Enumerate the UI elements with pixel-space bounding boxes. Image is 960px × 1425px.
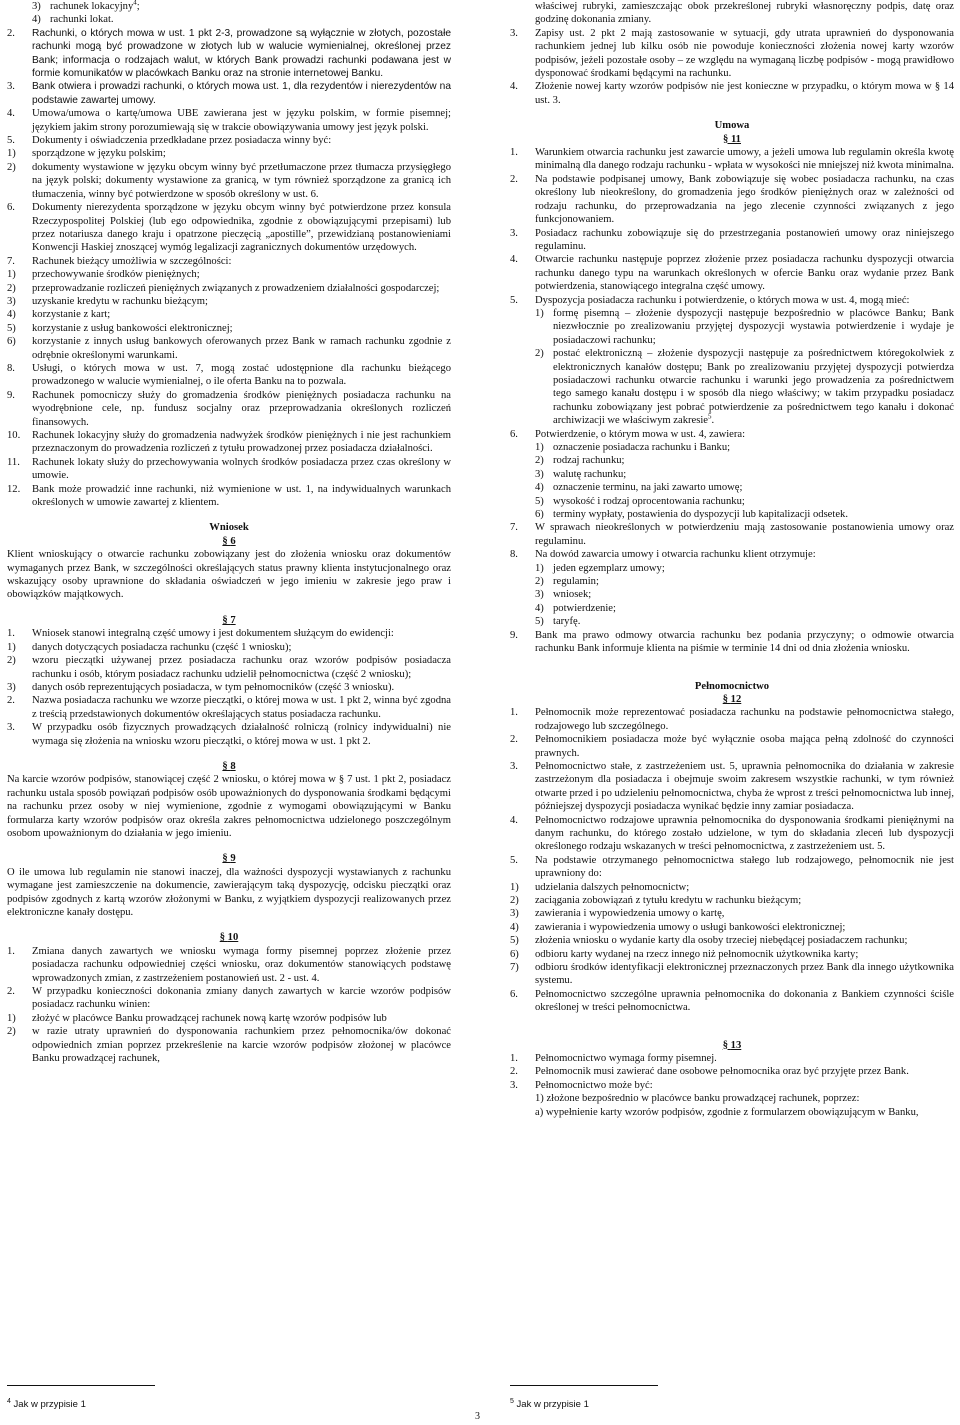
list-item-number: 1) <box>535 562 544 574</box>
list-item-text: Rachunek lokacyjny służy do gromadzenia nadwyżek środków pieniężnych i nie jest rachunkiem przeznaczonym do prowadzenia rozliczeń z tytułu prowadzonej przez posiadacza działalności. <box>32 430 451 455</box>
list-item <box>510 454 954 467</box>
list-item <box>7 201 451 255</box>
continued-text: właściwej rubryki, zamieszczając obok przekreślonej rubryki własnoręczny podpis, datę oraz godzinę dokonania zmiany. <box>535 1 954 26</box>
list-item-number: 3) <box>535 468 544 480</box>
list-item <box>7 13 451 26</box>
section-11-p9 <box>510 629 954 656</box>
section-7-rest <box>7 694 451 748</box>
list-item-text: Pełnomocnictwo szczególne uprawnia pełnomocnika do dokonania z Bankiem czynności ściśle określonej w treści pełnomocnictwa. <box>535 988 954 1014</box>
list-item-number: 6) <box>535 509 544 521</box>
list-item-text: Na podstawie podpisanej umowy, Bank zobowiązuje się wobec posiadacza rachunku, na czas określony lub nieokreślony, do gromadzenia jego środków pieniężnych oraz w zależności od rodzaju rachunku, do przeprowadzania na jego zlecenie czynności związanych z jego funkcjonowaniem. <box>535 173 954 226</box>
list-item <box>510 575 954 588</box>
list-item <box>7 282 451 295</box>
list-item <box>510 948 954 961</box>
list-item-number: 9. <box>7 389 15 401</box>
list-item <box>7 107 451 134</box>
section-number-10: § 10 <box>219 932 239 944</box>
section-number-13: § 13 <box>722 1039 742 1051</box>
list-item <box>7 721 451 748</box>
section-11-list <box>510 146 954 307</box>
paragraph-7-list <box>7 268 451 362</box>
list-item-number: 8. <box>510 549 518 561</box>
list-item-text: oznaczenie posiadacza rachunku i Banku; <box>553 442 731 453</box>
page-number: 3 <box>475 1411 480 1422</box>
list-item-number: 6. <box>510 988 518 1000</box>
list-item <box>7 483 451 510</box>
list-item-text: złożenia wniosku o wydanie karty dla osoby trzeciej niebędącej posiadaczem rachunku; <box>535 935 908 947</box>
list-item-number: 6. <box>510 428 518 440</box>
list-item-text: wniosek; <box>553 589 592 601</box>
list-item-number: 3. <box>7 722 15 734</box>
list-item-number: 8. <box>7 362 15 374</box>
list-item <box>7 945 451 985</box>
section-13-point-1: 1) złożone bezpośrednio w placówce banku prowadzącej rachunek, poprzez: <box>535 1093 860 1105</box>
left-column <box>7 0 451 1065</box>
list-item-text: Pełnomocnictwo wymaga formy pisemnej. <box>535 1053 717 1065</box>
list-item-text: w razie utraty uprawnień do dysponowania rachunkiem przez pełnomocnika/ów dokonać odpowiednich zmian poprzez przekreślenie na karcie wzorów podpisów złożonej w placówce Banku prowadzącej rachunek, <box>32 1026 451 1065</box>
list-item-number: 1) <box>510 881 519 893</box>
list-item-text: Zmiana danych zawartych we wniosku wymaga formy pisemnej poprzez złożenie przez posiadacza rachunku odpowiedniej części wniosku, oraz dokumentów stanowiących podstawę wprowadzonych zmian, z zastrzeżeniem postanowień ust. 2 - ust. 4. <box>32 945 451 984</box>
list-item-text: złożyć w placówce Banku prowadzącej rachunek nową kartę wzorów podpisów lub <box>32 1012 387 1024</box>
section-12-p5-list <box>510 881 954 988</box>
list-item-text: odbioru karty wydanej na rzecz innego niż pełnomocnik użytkownika karty; <box>535 948 859 960</box>
list-item-number: 1) <box>7 1012 16 1024</box>
list-item-text: walutę rachunku; <box>553 468 627 480</box>
section-number-6: § 6 <box>222 535 236 547</box>
list-item-number: 1. <box>510 147 518 159</box>
section-11-p8-list <box>510 562 954 629</box>
section-number-9: § 9 <box>222 853 236 865</box>
list-item-text: sporządzone w języku polskim; <box>32 148 166 160</box>
list-item-text: rachunek lokacyjny$^4$; <box>50 0 140 12</box>
list-item-text: terminy wypłaty, postawienia do dyspozycji lub kapitalizacji odsetek. <box>553 509 848 521</box>
list-item-text: Na podstawie otrzymanego pełnomocnictwa stałego lub rodzajowego, pełnomocnik nie jest uprawniony do: <box>535 854 954 880</box>
list-item-text: rachunki lokat. <box>50 14 114 26</box>
list-item <box>510 227 954 254</box>
list-item-number: 5) <box>510 935 519 947</box>
list-item-text: taryfę. <box>553 616 581 628</box>
list-item-number: 4) <box>7 309 16 321</box>
list-item-number: 3) <box>535 589 544 601</box>
footnote-reference: 5 <box>708 412 712 421</box>
list-item-text: W przypadku konieczności dokonania zmiany danych zawartych w karcie wzorów podpisów posiadacz rachunku winien: <box>32 986 451 1011</box>
list-item-number: 4. <box>510 254 518 266</box>
list-item <box>510 481 954 494</box>
list-item-text: korzystanie z usług bankowości elektronicznej; <box>32 322 233 334</box>
list-item <box>510 854 954 881</box>
list-item <box>7 134 451 147</box>
list-item-text: regulamin; <box>553 576 599 588</box>
list-item <box>7 335 451 362</box>
section-number-12: § 12 <box>722 693 742 705</box>
list-item-number: 5. <box>510 294 518 306</box>
list-item-number: 12. <box>7 483 21 495</box>
list-item-number: 1. <box>510 707 518 719</box>
list-item-number: 6. <box>7 202 15 214</box>
list-item <box>510 253 954 293</box>
list-item-number: 3) <box>7 295 16 307</box>
section-10-continued-list <box>510 27 954 107</box>
list-item-number: 2) <box>535 348 544 360</box>
list-item-text: Rachunek pomocniczy służy do gromadzenia środków pieniężnych posiadacza rachunku na wyodrębnione cele, np. fundusz socjalny oraz przeprowadzania określonych rozliczeń finansowych. <box>32 389 451 428</box>
list-item-text: oznaczenie terminu, na jaki zawarto umowę; <box>553 482 743 494</box>
list-item-text: Pełnomocnictwo stałe, z zastrzeżeniem ust. 5, uprawnia pełnomocnika do działania w zakresie zastrzeżonym dla posiadacza i obejmuje swoim zakresem wszystkie rachunki, w tym również otwarte przed i po udzieleniu pełnomocnictwa, chyba że wprost z treści pełnomocnictwa lub innej, późniejszej dyspozycji posiadacza wynikać będzie inny zamiar posiadacza. <box>535 760 954 813</box>
list-item-text: Pełnomocnik musi zawierać dane osobowe pełnomocnika oraz być przyjęte przez Bank. <box>535 1066 909 1078</box>
list-item <box>510 146 954 173</box>
list-item <box>7 255 451 268</box>
list-item-text: Warunkiem otwarcia rachunku jest zawarcie umowy, a jeżeli umowa lub regulamin określa kwotę minimalną dla danego rodzaju rachunku - wpłata w wysokości nie mniejszej niż kwota minimalna. <box>535 147 954 172</box>
list-item-number: 4. <box>7 108 15 120</box>
list-item-number: 2) <box>7 161 16 173</box>
section-number-7: § 7 <box>222 614 236 626</box>
section-title-pelnomocnictwo: Pełnomocnictwo <box>694 680 770 692</box>
list-item-number: 5) <box>7 322 16 334</box>
list-item <box>7 161 451 201</box>
list-item <box>510 814 954 854</box>
intro-list <box>7 0 451 147</box>
section-6-text: Klient wnioskujący o otwarcie rachunku zobowiązany jest do złożenia wniosku oraz dokumentów wymaganych przez Bank, w szczególności określających status prawny klienta instytucjonalnego oraz wskazujący osoby uprawnione do składania oświadczeń w jego imieniu w zakresie jego praw i obowiązków majątkowych. <box>7 549 451 601</box>
list-item-number: 2) <box>535 455 544 467</box>
section-11-p6-list <box>510 441 954 521</box>
section-title-wniosek: Wniosek <box>209 522 249 534</box>
footnote-right: $^5$ Jak w przypisie 1 <box>510 1397 589 1410</box>
list-item-number: 3) <box>7 681 16 693</box>
list-item-number: 4) <box>535 482 544 494</box>
list-item-number: 4) <box>535 602 544 614</box>
list-item-number: 11. <box>7 456 20 468</box>
list-item-text: Złożenie nowej karty wzorów podpisów nie jest konieczne w przypadku, o którym mowa w § 14 ust. 3. <box>535 81 954 106</box>
list-item-text: dokumenty wystawione w języku obcym winny być przetłumaczone przez tłumacza przysięgłego na język polski; dokumenty wystawione za granicą, w tym również sporządzone za granicą ich tłumaczenia, winny być potwierdzone w sposób określony w ust. 6. <box>32 161 451 200</box>
list-item-text: formę pisemną – złożenie dyspozycji następuje bezpośrednio w placówce Banku; Bank niezwłocznie po zrealizowaniu przyjętej dyspozycji wystawia potwierdzenie i wydaje je posiadaczowi rachunku; <box>553 307 954 346</box>
list-item-number: 2. <box>510 734 518 746</box>
list-item-text: postać elektroniczną – złożenie dyspozycji następuje za pośrednictwem któregokolwiek z elektronicznych kanałów dostępu; Bank po zrealizowaniu przyjętej dyspozycji potwierdza posiadaczowi rachunku otwarcie rachunku i warunki jego prowadzenia za pośrednictwem tego samego kanału dostępu i w sposób dla niego właściwy; w takim przypadku posiadacz rachunku zobowiązany jest pobrać potwierdzenie za pośrednictwem tego kanału i dokonać archiwizacji we właściwym zakresie$^5$. <box>553 348 954 427</box>
list-item-text: Dyspozycja posiadacza rachunku i potwierdzenie, o których mowa w ust. 4, mogą mieć: <box>535 294 910 306</box>
list-item <box>7 985 451 1012</box>
list-item-number: 4. <box>510 81 518 93</box>
list-item-text: Na dowód zawarcia umowy i otwarcia rachunku klient otrzymuje: <box>535 549 816 561</box>
list-item-text: odbioru środków identyfikacji elektronicznej przeznaczonych przez Bank dla innego użytkownika systemu. <box>535 962 954 987</box>
list-item <box>510 907 954 920</box>
list-item <box>510 602 954 615</box>
footnote-rule-right <box>510 1385 658 1386</box>
list-item <box>510 307 954 347</box>
footnote-reference: 4 <box>133 0 137 7</box>
list-item-text: Rachunki, o których mowa w ust. 1 pkt 2-3, prowadzone są wyłącznie w złotych, pozostałe rachunki mogą być prowadzone w złotych lub w walucie wymienialnej, określonej przez Bank; informacja o rodzajach walut, w których Bank prowadzi rachunki podawana jest w formie komunikatów w placówkach Banku oraz na stronie internetowej Banku. <box>32 27 451 80</box>
section-13-point-1a: a) wypełnienie karty wzorów podpisów, zgodnie z formularzem obowiązującym w Banku, <box>535 1106 919 1118</box>
list-item-text: Bank ma prawo odmowy otwarcia rachunku bez podania przyczyny; o odmowie otwarcia rachunku Bank informuje klienta na piśmie w terminie 14 dni od dnia złożenia wniosku. <box>535 629 954 655</box>
list-item-text: udzielania dalszych pełnomocnictw; <box>535 881 690 893</box>
section-12-p6 <box>510 988 954 1015</box>
list-item-number: 1) <box>7 641 16 653</box>
list-item-text: Bank otwiera i prowadzi rachunki, o których mowa ust. 1, dla rezydentów i nierezydentów na podstawie zawartej umowy. <box>32 81 451 106</box>
list-item <box>7 681 451 694</box>
list-item-number: 2) <box>535 576 544 588</box>
list-item <box>510 347 954 427</box>
list-item <box>7 322 451 335</box>
list-item-text: Potwierdzenie, o którym mowa w ust. 4, zawiera: <box>535 428 746 440</box>
list-item-text: Bank może prowadzić inne rachunki, niż wymienione w ust. 1, na indywidualnych warunkach określonych w umowie zawartej z klientem. <box>32 483 451 509</box>
section-11-p6 <box>510 428 954 441</box>
list-item-number: 2) <box>7 1026 16 1038</box>
list-item-number: 5) <box>535 495 544 507</box>
list-item-number: 6) <box>7 336 16 348</box>
list-item <box>510 629 954 656</box>
section-9-text: O ile umowa lub regulamin nie stanowi inaczej, dla ważności dyspozycji wystawianych z rachunku wymagane jest zamieszczenie na dokumencie, zawierającym taką dyspozycję, odcisku pieczątki oraz podpisów zgodnych z kartą wzorów złożonymi w Banku, z wyjątkiem dyspozycji realizowanych przez elektroniczne kanały dostępu. <box>7 866 451 918</box>
list-item <box>510 173 954 227</box>
list-item-text: rodzaj rachunku; <box>553 455 625 467</box>
list-item <box>7 1025 451 1065</box>
list-item-number: 2. <box>7 695 15 707</box>
list-item-number: 7. <box>7 255 15 267</box>
paragraph-6 <box>7 201 451 255</box>
list-item <box>7 627 451 640</box>
list-item-number: 2) <box>7 282 16 294</box>
section-number-11: § 11 <box>723 133 741 145</box>
list-item-text: wysokość i rodzaj oprocentowania rachunku; <box>553 495 745 507</box>
paragraph-7 <box>7 255 451 268</box>
list-item-number: 3. <box>510 227 518 239</box>
list-item <box>510 894 954 907</box>
list-item-text: Wniosek stanowi integralną część umowy i jest dokumentem służącym do ewidencji: <box>32 628 394 640</box>
list-item-number: 1) <box>7 269 16 281</box>
list-item <box>510 733 954 760</box>
list-item <box>7 80 451 107</box>
list-item <box>510 521 954 548</box>
list-item <box>7 654 451 681</box>
list-item-text: Nazwa posiadacza rachunku we wzorze pieczątki, o której mowa w ust. 1 pkt 2, winna być zgodna z treścią przedstawionych dokumentów określających status posiadacza rachunku. <box>32 695 451 720</box>
list-item-text: Usługi, o których mowa w ust. 7, mogą zostać udostępnione dla rachunku bieżącego prowadzonego w walucie wymienialnej, o ile oferta Banku na to pozwala. <box>32 362 451 388</box>
list-item-number: 6) <box>510 948 519 960</box>
list-item <box>510 1079 954 1092</box>
list-item <box>510 588 954 601</box>
section-8-text: Na karcie wzorów podpisów, stanowiącej część 2 wniosku, o której mowa w § 7 ust. 1 pkt 2, posiadacz rachunku ustala sposób powiązań podpisów osób upoważnionych do dysponowania środkami będącymi na rachunku przez osoby w niej wymienione, zgodnie z wymogami obowiązującymi w Banku formularza karty wzorów podpisów oraz określa zakres pełnomocnictwa udzielonego poszczególnym osobom upoważnionym do działania w jego imieniu. <box>7 774 451 839</box>
list-item-text: przeprowadzanie rozliczeń pieniężnych związanych z prowadzeniem działalności gospodarczej; <box>32 282 440 294</box>
list-item-text: przechowywanie środków pieniężnych; <box>32 269 200 281</box>
list-item <box>510 921 954 934</box>
list-item-text: Pełnomocnictwo rodzajowe uprawnia pełnomocnika do dysponowania środkami pieniężnymi na danym rachunku, do którego zostało udzielone, w tym do składania zleceń lub dyspozycji określonego rodzaju wskazanych w treści pełnomocnictwa, z zastrzeżeniem ust. 5. <box>535 814 954 853</box>
list-item <box>510 706 954 733</box>
list-item-text: Pełnomocnik może reprezentować posiadacza rachunku na podstawie pełnomocnictwa stałego, rodzajowego lub szczególnego. <box>535 707 954 732</box>
list-item <box>510 615 954 628</box>
right-column <box>510 0 954 1119</box>
list-item <box>510 988 954 1015</box>
list-item-number: 3. <box>510 27 518 39</box>
list-item <box>510 548 954 561</box>
list-item <box>510 80 954 107</box>
list-item-text: Zapisy ust. 2 pkt 2 mają zastosowanie w sytuacji, gdy utrata uprawnień do dysponowania rachunkiem jednej lub kilku osób nie powoduje konieczności złożenia nowej karty wzorów podpisów, jeżeli pozostałe osoby – ze względu na wymaganą liczbę podpisów - mogą prawidłowo dysponować środkami będącymi na rachunku. <box>535 27 954 80</box>
list-item <box>510 1052 954 1065</box>
list-item-number: 2. <box>7 27 15 39</box>
list-item-number: 2) <box>510 895 519 906</box>
list-item-text: W przypadku osób fizycznych prowadzących działalność rolniczą (rolnicy indywidualni) nie wymaga się złożenia na wniosku wzoru pieczątki, o której mowa w ust. 1 pkt 2. <box>32 722 451 747</box>
list-item <box>510 1065 954 1078</box>
list-item-number: 1) <box>535 307 544 319</box>
list-item-number: 9. <box>510 629 518 641</box>
list-item-number: 3. <box>510 1079 518 1091</box>
list-item-number: 5) <box>535 616 544 628</box>
list-item <box>7 308 451 321</box>
list-item <box>510 760 954 814</box>
list-item <box>510 294 954 307</box>
list-item-text: wzoru pieczątki używanej przez posiadacza rachunku oraz wzorów podpisów posiadacza rachunku i osób, którym posiadacz rachunku udzielił pełnomocnictwa (część 2 wniosku); <box>32 655 451 680</box>
list-item <box>510 934 954 947</box>
section-13-list <box>510 1052 954 1092</box>
list-item <box>7 641 451 654</box>
list-item-text: danych dotyczących posiadacza rachunku (część 1 wniosku); <box>32 641 292 653</box>
list-item <box>7 362 451 389</box>
list-item-text: Dokumenty i oświadczenia przedkładane przez posiadacza winny być: <box>32 135 332 147</box>
list-item-number: 2) <box>7 655 16 667</box>
list-item-number: 3. <box>510 760 518 772</box>
section-10-sublist <box>7 1012 451 1066</box>
footnote-rule-left <box>7 1385 155 1386</box>
list-item-number: 1) <box>535 442 544 453</box>
list-item <box>7 429 451 456</box>
list-item-number: 5. <box>7 135 15 147</box>
list-item-text: Pełnomocnikiem posiadacza może być wyłącznie osoba mająca pełną zdolność do czynności prawnych. <box>535 734 954 759</box>
list-item-number: 3) <box>32 1 41 12</box>
list-item-text: Posiadacz rachunku zobowiązuje się do przestrzegania postanowień umowy oraz niniejszego regulaminu. <box>535 227 954 252</box>
list-item-text: Dokumenty nierezydenta sporządzone w języku obcym winny być potwierdzone przez konsula Rzeczypospolitej Polskiej (lub ego odpowiednika, zgodnie z obowiązującymi przepisami) lub przez notariusza danego kraju i opatrzone pieczęcią „apostille”, przewidzianą postanowieniami Konwencji Haskiej znoszącej wymóg legalizacji zagranicznych dokumentów urzędowych. <box>32 202 451 254</box>
list-item-text: Otwarcie rachunku następuje poprzez złożenie przez posiadacza rachunku dyspozycji otwarcia rachunku danego typu na warunkach określonych w ofercie Banku oraz wydanie przez Bank potwierdzenia, stanowiącego integralna część umowy. <box>535 254 954 293</box>
list-item-number: 7. <box>510 522 518 534</box>
list-item <box>7 27 451 81</box>
list-item <box>7 268 451 281</box>
list-item-text: korzystanie z kart; <box>32 309 111 321</box>
list-item <box>7 694 451 721</box>
list-item <box>510 508 954 521</box>
list-item-text: Rachunek bieżący umożliwia w szczególności: <box>32 255 232 267</box>
list-item-number: 7) <box>510 962 519 974</box>
list-item-text: Pełnomocnictwo może być: <box>535 1079 653 1091</box>
list-item <box>7 389 451 429</box>
section-number-8: § 8 <box>222 760 236 772</box>
list-item-number: 1. <box>510 1053 518 1065</box>
list-item <box>510 961 954 988</box>
list-item-number: 5. <box>510 854 518 866</box>
list-item-number: 3. <box>7 81 15 93</box>
list-item <box>7 147 451 160</box>
paragraphs-8-12 <box>7 362 451 509</box>
list-item-number: 1) <box>7 148 16 160</box>
list-item-text: korzystanie z innych usług bankowych oferowanych przez Bank w ramach rachunku zgodnie z odrębnie określonymi warunkami. <box>32 336 451 361</box>
list-item-number: 2. <box>510 173 518 185</box>
list-item-text: danych osób reprezentujących posiadacza, w tym pełnomocników (część 3 wniosku). <box>32 681 395 693</box>
list-item <box>510 881 954 894</box>
list-item <box>510 441 954 454</box>
list-item <box>510 428 954 441</box>
section-11-p5-list <box>510 307 954 428</box>
section-7-paragraph-1 <box>7 627 451 640</box>
list-item-text: jeden egzemplarz umowy; <box>553 562 665 574</box>
list-item-number: 4) <box>510 921 519 933</box>
footnote-left: $^4$ Jak w przypisie 1 <box>7 1397 86 1410</box>
list-item-text: uzyskanie kredytu w rachunku bieżącym; <box>32 295 208 307</box>
list-item-number: 3) <box>510 908 519 920</box>
list-item-number: 10. <box>7 430 21 441</box>
list-item <box>510 468 954 481</box>
list-item <box>7 1012 451 1025</box>
list-item <box>7 0 451 13</box>
section-12-list <box>510 706 954 880</box>
list-item-number: 1. <box>7 628 15 640</box>
section-7-list <box>7 641 451 695</box>
list-item-text: zaciągania zobowiązań z tytułu kredytu w rachunku bieżącym; <box>535 895 802 906</box>
list-item-number: 4) <box>32 14 41 26</box>
section-11-p7-p8 <box>510 521 954 561</box>
list-item-text: zawierania i wypowiedzenia umowy o kartę, <box>535 908 725 920</box>
list-item <box>510 495 954 508</box>
list-item-text: Rachunek lokaty służy do przechowywania wolnych środków posiadacza przez czas określony w umowie. <box>32 456 451 482</box>
list-item <box>510 27 954 81</box>
list-item-text: zawierania i wypowiedzenia umowy o usługi bankowości elektronicznej; <box>535 921 846 933</box>
paragraph-5-list <box>7 147 451 201</box>
list-item <box>7 456 451 483</box>
section-10-list <box>7 945 451 1012</box>
list-item-number: 4. <box>510 814 518 826</box>
list-item-text: potwierdzenie; <box>553 602 616 614</box>
list-item-number: 2. <box>510 1066 518 1078</box>
list-item-number: 1. <box>7 945 15 957</box>
list-item-text: W sprawach nieokreślonych w potwierdzeniu mają zastosowanie postanowienia umowy oraz regulaminu. <box>535 522 954 547</box>
list-item-number: 2. <box>7 986 15 998</box>
list-item-text: Umowa/umowa o kartę/umowa UBE zawierana jest w języku polskim, w formie pisemnej; językiem jakim strony porozumiewają się w trakcie obowiązywania umowy jest język polski. <box>32 108 451 133</box>
list-item <box>7 295 451 308</box>
section-title-umowa: Umowa <box>714 120 750 132</box>
list-item <box>510 562 954 575</box>
